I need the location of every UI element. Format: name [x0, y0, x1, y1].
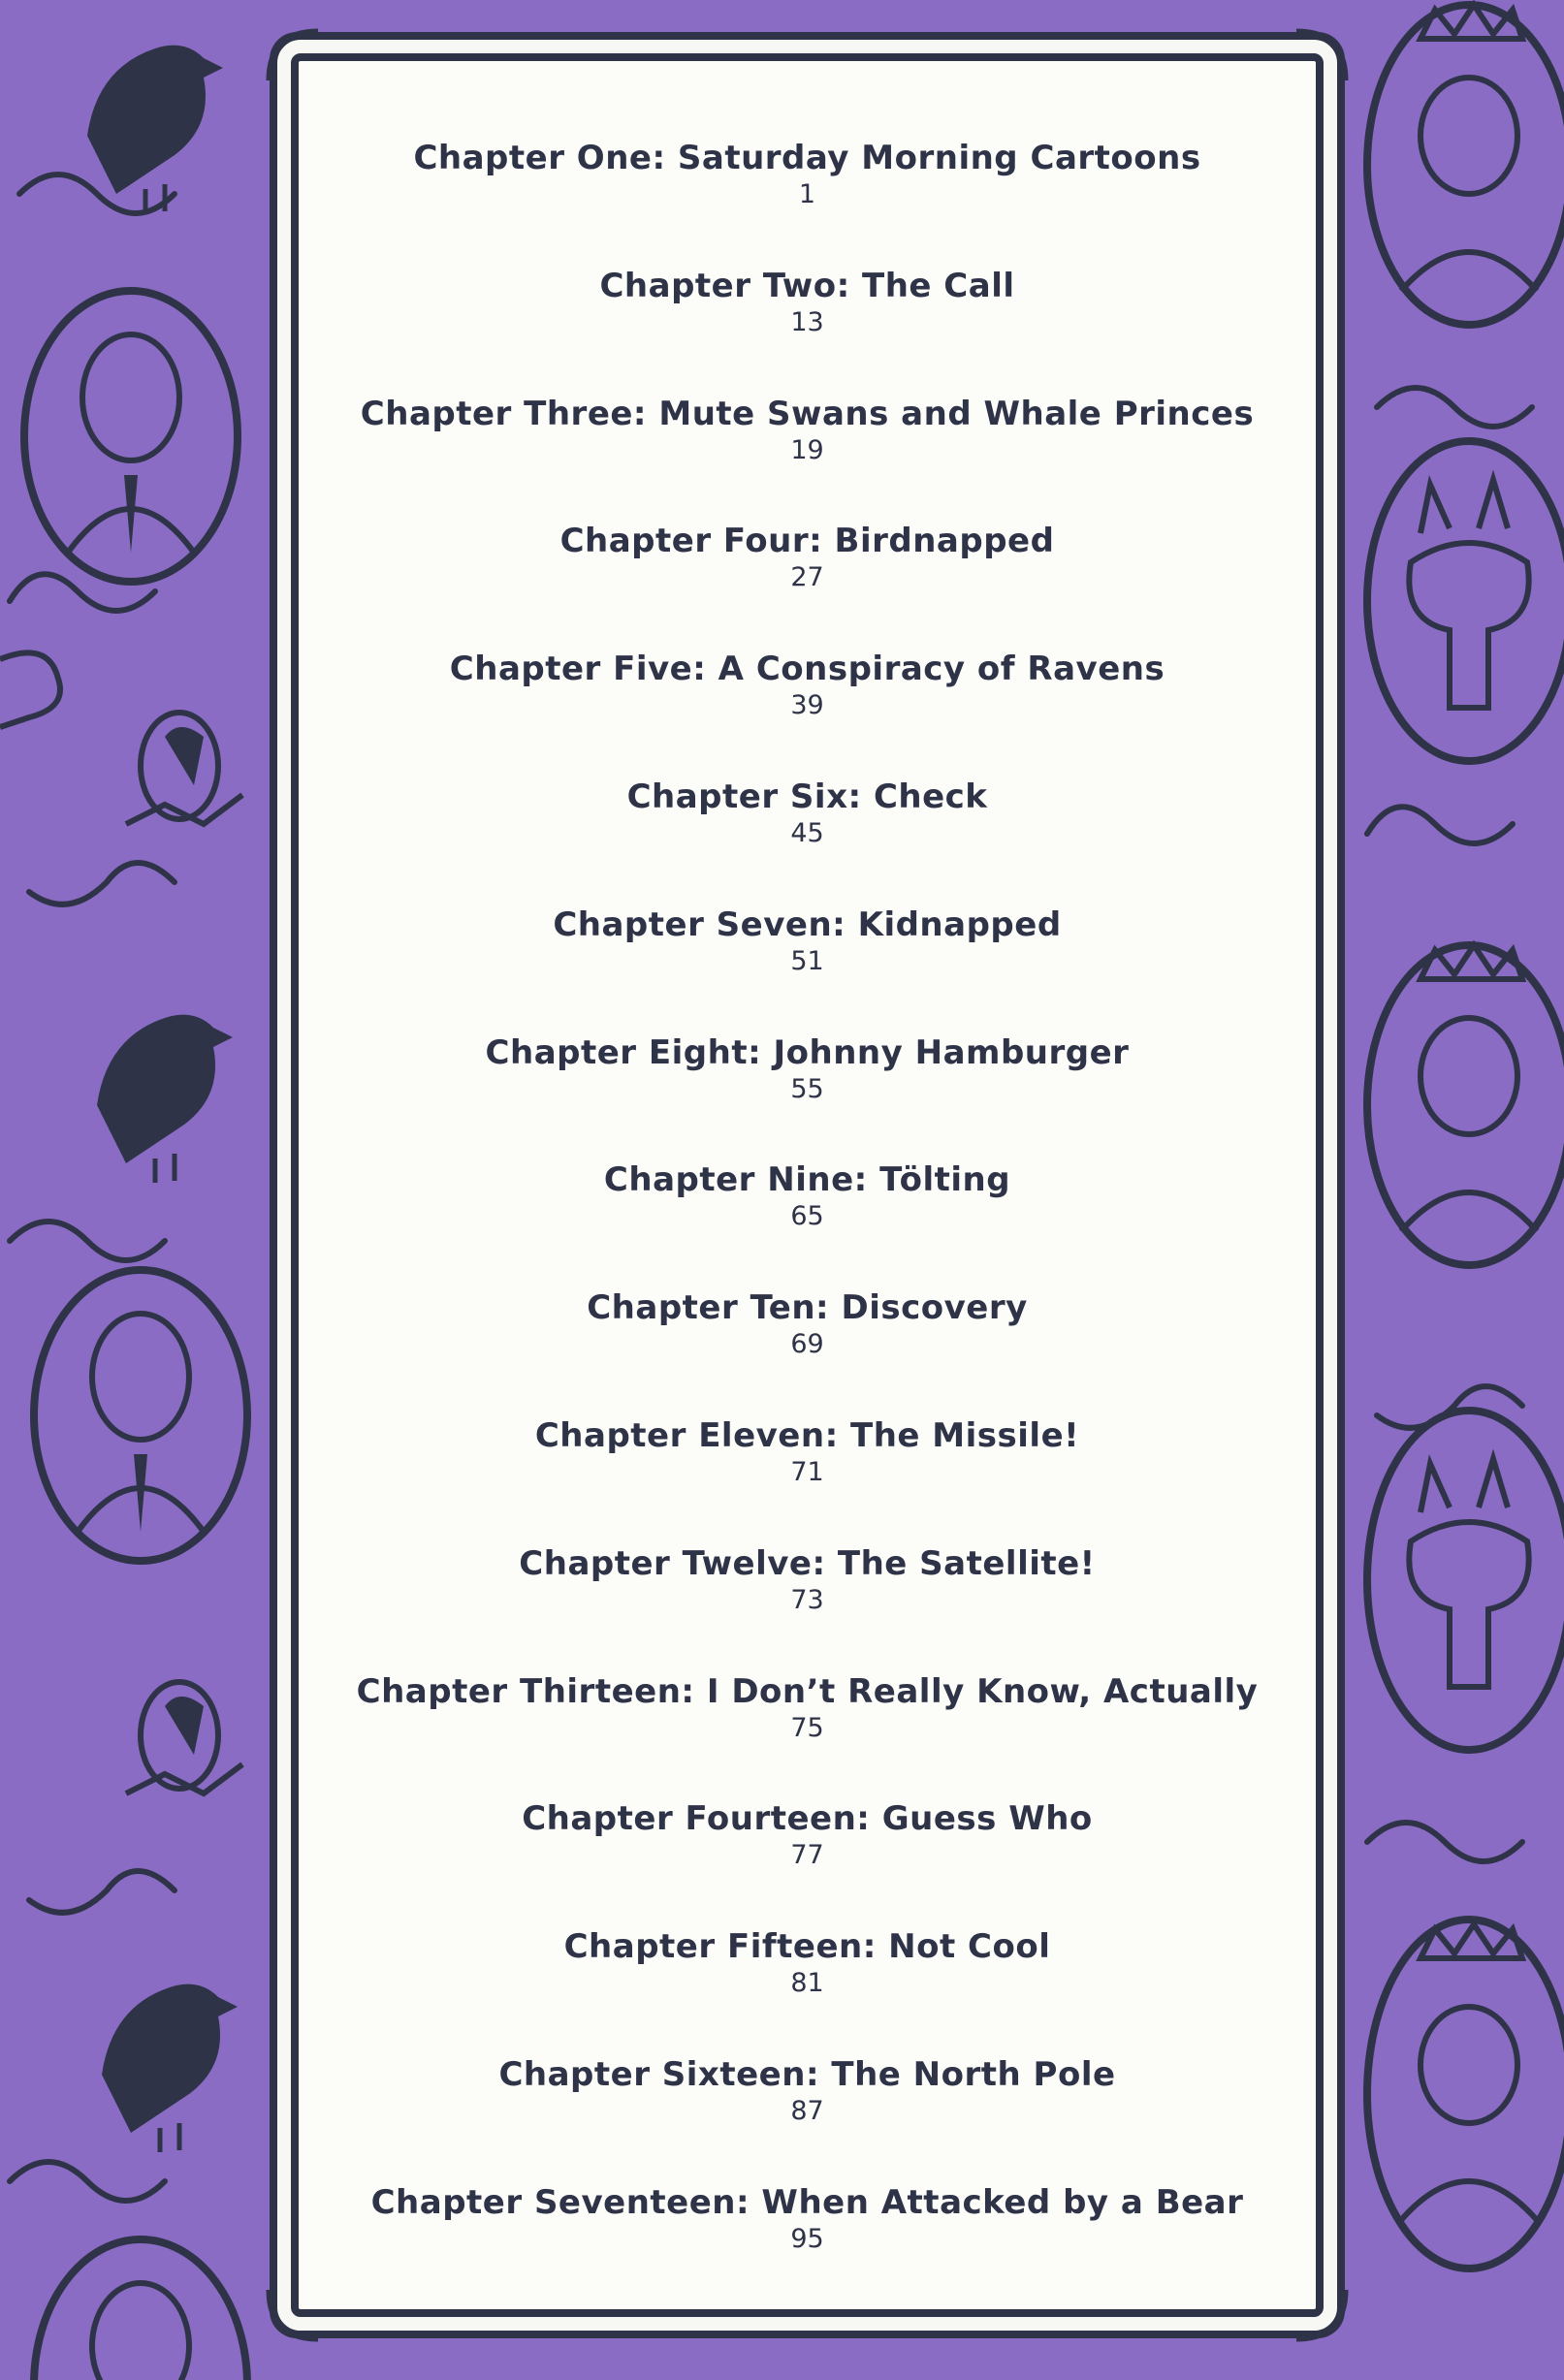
dog-portrait-icon	[1353, 427, 1564, 776]
puffin-icon	[107, 679, 252, 853]
chapter-title: Chapter Eleven: The Missile!	[534, 1416, 1080, 1455]
page-number: 51	[790, 945, 824, 976]
page-number: 71	[790, 1457, 824, 1487]
queen-portrait-icon	[1353, 931, 1564, 1280]
toc-entry	[299, 1799, 1316, 1871]
chapter-title: Chapter Fourteen: Guess Who	[522, 1799, 1093, 1839]
dog-portrait-icon	[1353, 1396, 1564, 1764]
puffin-icon	[107, 1648, 252, 1823]
raven-icon	[58, 19, 233, 223]
chapter-title: Chapter Sixteen: The North Pole	[498, 2055, 1116, 2094]
chapter-title: Chapter Four: Birdnapped	[559, 522, 1055, 561]
page-number: 87	[790, 2096, 824, 2126]
toc-entry	[299, 1672, 1316, 1744]
toc-entry	[299, 1416, 1316, 1488]
page-number: 73	[790, 1584, 824, 1615]
toc-entry	[299, 1033, 1316, 1105]
page-number: 55	[790, 1073, 824, 1104]
chapter-title: Chapter Twelve: The Satellite!	[519, 1543, 1096, 1583]
chapter-title: Chapter Two: The Call	[599, 266, 1015, 305]
toc-entry	[299, 1288, 1316, 1360]
toc-entry	[299, 1160, 1316, 1232]
page-number: 95	[790, 2223, 824, 2254]
chapter-title: Chapter One: Saturday Morning Cartoons	[413, 139, 1201, 177]
toc-entry	[299, 139, 1316, 210]
page-number: 75	[790, 1712, 824, 1743]
page-number: 81	[790, 1968, 824, 1999]
page-number: 27	[790, 562, 824, 593]
dinosaur-icon	[0, 630, 78, 746]
raven-icon	[73, 1958, 247, 2162]
page-number: 77	[790, 1840, 824, 1871]
toc-entry	[299, 1927, 1316, 1999]
toc-entry	[299, 522, 1316, 593]
toc-entry	[299, 905, 1316, 977]
queen-portrait-icon	[1353, 1900, 1564, 2288]
page-number: 13	[790, 306, 824, 337]
chapter-title: Chapter Five: A Conspiracy of Ravens	[449, 650, 1165, 689]
chapter-title: Chapter Seventeen: When Attacked by a Bear	[370, 2182, 1244, 2222]
page-number: 19	[790, 434, 824, 465]
toc-entry	[299, 267, 1316, 338]
chapter-title: Chapter Fifteen: Not Cool	[563, 1927, 1051, 1967]
toc-entry	[299, 650, 1316, 721]
chapter-title: Chapter Seven: Kidnapped	[553, 904, 1062, 944]
chapter-title: Chapter Eight: Johnny Hamburger	[485, 1032, 1130, 1072]
toc-entry	[299, 777, 1316, 849]
man-portrait-icon	[19, 2230, 262, 2380]
raven-icon	[68, 989, 242, 1192]
chapter-title: Chapter Nine: Tölting	[603, 1160, 1011, 1200]
man-portrait-icon	[19, 1260, 262, 1580]
toc-frame	[291, 53, 1324, 2317]
toc-entry	[299, 2183, 1316, 2255]
page-number: 65	[790, 1201, 824, 1232]
table-of-contents	[299, 61, 1316, 2309]
page-number: 69	[790, 1329, 824, 1360]
chapter-title: Chapter Ten: Discovery	[587, 1288, 1028, 1328]
chapter-title: Chapter Three: Mute Swans and Whale Princes	[360, 394, 1255, 433]
chapter-title: Chapter Thirteen: I Don’t Really Know, Actually	[356, 1671, 1259, 1711]
toc-entry	[299, 395, 1316, 466]
man-portrait-icon	[10, 281, 252, 601]
toc-entry	[299, 1544, 1316, 1616]
chapter-title: Chapter Six: Check	[626, 777, 988, 816]
page-number: 1	[798, 179, 816, 209]
queen-portrait-icon	[1353, 0, 1564, 349]
page-number: 45	[790, 818, 824, 848]
toc-entry	[299, 2055, 1316, 2127]
page-number: 39	[790, 690, 824, 721]
